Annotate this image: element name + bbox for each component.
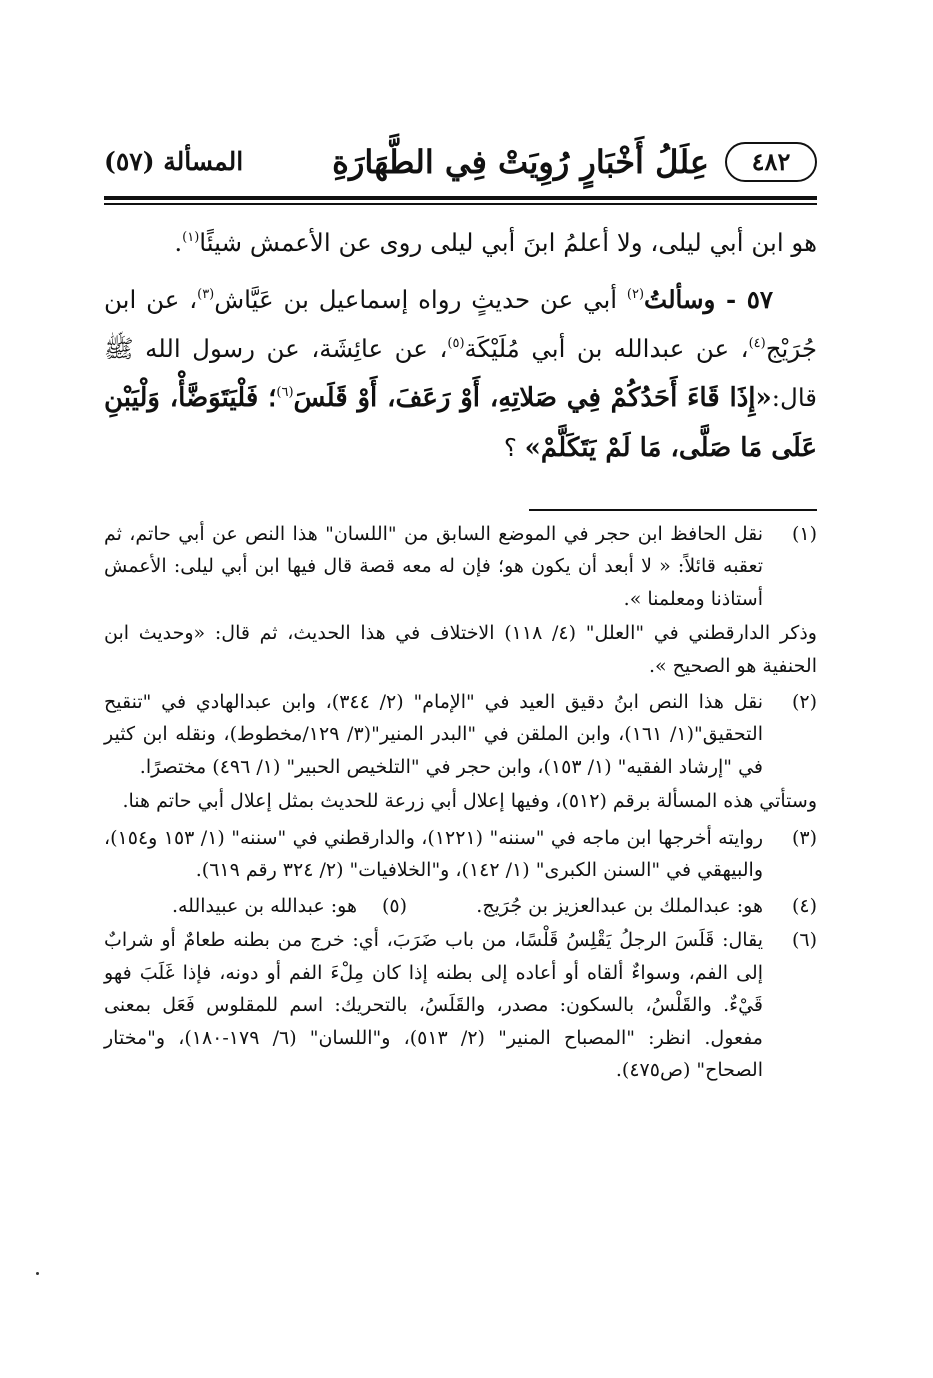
main-text <box>104 218 817 473</box>
continuation-end: . <box>174 228 183 257</box>
footnote-4-number: (٤) <box>791 895 817 918</box>
hadith-quote-2: ؛ فَلْيَتَوَضَّأْ، وَلْيَبْنِ عَلَى مَا صَلَّى، مَا لَمْ يَتَكَلَّمْ» <box>104 383 817 463</box>
running-title: عِلَلُ أَخْبَارٍ رُوِيَتْ فِي الطَّهَارَةِ <box>332 143 709 181</box>
footnote-1 <box>104 518 817 682</box>
question-end: ؟ <box>503 433 525 462</box>
question-text-2: ، عن ابن جُرَيْج <box>104 285 817 363</box>
footnote-number: (٣) <box>791 826 817 849</box>
footnote-separator <box>529 509 817 511</box>
footnote-subparagraph: وستأتي هذه المسألة برقم (٥١٢)، وفيها إعلال أبي زرعة للحديث بمثل إعلال أبي حاتم هنا. <box>122 790 817 813</box>
footnote-number: (١) <box>791 523 817 545</box>
footnote-2 <box>104 686 817 818</box>
continuation-text: هو ابن أبي ليلى، ولا أعلمُ ابنَ أبي ليلى روى عن الأعمش شيئًا <box>199 228 817 257</box>
footnote-ref-5: (٥) <box>447 336 465 351</box>
footnote-ref-2: (٢) <box>626 287 645 302</box>
footnote-subparagraph: وذكر الدارقطني في "العلل" (٤/ ١١٨) الاختلاف في هذا الحديث، ثم قال: «وحديث ابن الحنفية هو الصحيح ». <box>104 622 817 677</box>
footnote-ref-4: (٤) <box>748 336 766 351</box>
footnote-text: روايته أخرجها ابن ماجه في "سننه" (١٢٢١)، والدارقطني في "سننه" (١/ ١٥٣ و١٥٤)، والبيهقي في "السنن الكبرى" (١/ ١٤٢)، و"الخلافيات" (٢/ ٣٢٤ رقم ٦١٩). <box>104 826 764 882</box>
footnote-4-text: هو: عبدالملك بن عبدالعزيز بن جُرَيج. <box>476 895 763 918</box>
footnote-ref-1: (١) <box>182 230 200 245</box>
page-header <box>104 140 817 190</box>
question-paragraph <box>104 275 817 473</box>
question-text-4: ، عن عائِشَة، عن رسول الله ﷺ قال: <box>104 334 817 412</box>
footnotes <box>104 518 817 1091</box>
question-text-3: ، عن عبدالله بن أبي مُلَيْكَة <box>464 334 749 363</box>
footnote-5-number: (٥) <box>381 895 407 918</box>
page-number-badge: ٤٨٢ <box>725 142 817 182</box>
footnote-text: نقل هذا النص ابنُ دقيق العيد في "الإمام" (٢/ ٣٤٤)، وابن عبدالهادي في "تنقيح التحقيق"(١/ ١٦١)، وابن الملقن في "البدر المنير"(٣/ ١٢٩/مخطوط)، ونقله ابن كثير في "إرشاد الفقيه" (١/ ١٥٣)، وابن حجر في "التلخيص الحبير" (١/ ٤٩٦) مختصرًا. <box>104 691 763 778</box>
question-text-1: أبي عن حديثٍ رواه إسماعيل بن عَيَّاش <box>214 285 627 314</box>
header-rule-thin <box>104 203 817 205</box>
footnote-ref-6: (٦) <box>276 385 294 400</box>
footnote-text: يقال: قَلَسَ الرجلُ يَقْلِسُ قَلْسًا، من باب ضَرَبَ، أي: خرج من بطنه طعامٌ أو شرابٌ إلى الفم، وسواءٌ ألقاه أو أعاده إلى بطنه إذا كان مِلْءَ الفم أو دونه، فإذا غَلَبَ فهو قَيْءٌ. والقَلْسُ، بالسكون: مصدر، والقَلَسُ، بالتحريك: اسم للمقلوس فَعَل بمعنى مفعول. انظر: "المصباح المنير" (٢/ ٥١٣)، و"اللسان" (٦/ ١٧٩-١٨٠)، و"مختار الصحاح" (ص٤٧٥). <box>104 929 763 1082</box>
footnote-3 <box>104 822 817 887</box>
header-rule-thick <box>104 196 817 200</box>
question-number: ٥٧ - وسألتُ <box>644 285 774 314</box>
footnote-4-5-row <box>104 890 817 924</box>
scan-speck <box>36 1272 39 1275</box>
footnote-text: نقل الحافظ ابن حجر في الموضع السابق من "اللسان" هذا النص عن أبي حاتم، ثم تعقبه قائلاً: « لا أبعد أن يكون هو؛ فإن له معه قصة قال فيها ابن أبي ليلى: الأعمش أستاذنا ومعلمنا ». <box>104 523 763 610</box>
hadith-quote-1: «إِذَا قَاءَ أَحَدُكُمْ فِي صَلاتِهِ، أَوْ رَعَفَ، أَوْ قَلَسَ <box>293 383 772 413</box>
footnote-ref-3: (٣) <box>197 287 215 302</box>
footnote-number: (٢) <box>791 691 817 714</box>
footnote-5-text: هو: عبدالله بن عبيدالله. <box>171 895 357 918</box>
footnote-number: (٦) <box>791 929 817 952</box>
continuation-paragraph <box>104 218 817 267</box>
masala-label: المسألة (٥٧) <box>104 147 244 176</box>
footnote-6 <box>104 924 817 1086</box>
